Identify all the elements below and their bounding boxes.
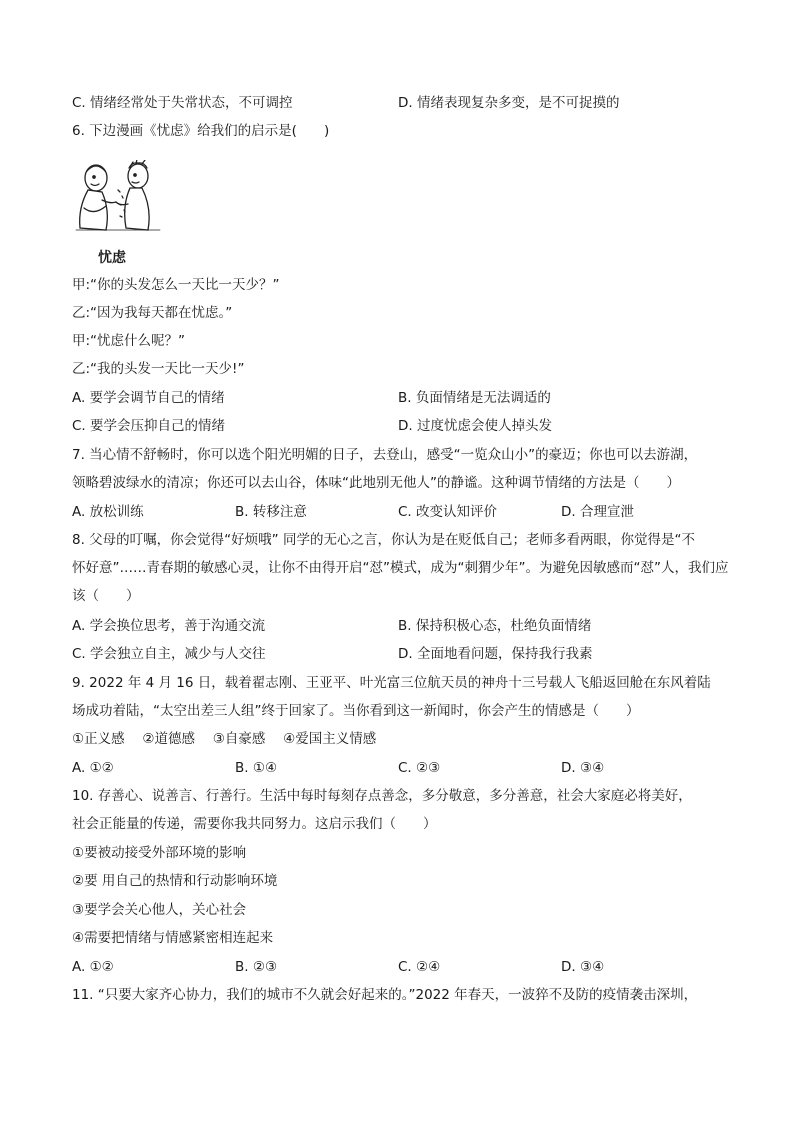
q6-option-b[interactable]: B. 负面情绪是无法调适的 <box>398 390 551 406</box>
question-10-choice-3: ③要学会关心他人，关心社会 <box>72 902 247 918</box>
dialogue-line-4: 乙:“我的头发一天比一天少!” <box>72 361 245 377</box>
question-8-stem-line-3: 该（ ） <box>72 588 140 604</box>
question-10-choice-2: ②要 用自己的热情和行动影响环境 <box>72 873 278 889</box>
question-9-stem-line-2: 场成功着陆，“太空出差三人组”终于回家了。当你看到这一新闻时，你会产生的情感是（ ） <box>72 703 640 719</box>
cartoon-caption: 忧虑 <box>98 250 126 266</box>
q5-option-d[interactable]: D. 情绪表现复杂多变，是不可捉摸的 <box>398 95 620 111</box>
question-6-stem: 6. 下边漫画《忧虑》给我们的启示是( ) <box>72 123 330 139</box>
q10-options-row <box>72 957 732 977</box>
q7-option-c[interactable]: C. 改变认知评价 <box>398 504 498 520</box>
q8-option-d[interactable]: D. 全面地看问题，保持我行我素 <box>398 646 593 662</box>
q9-option-c[interactable]: C. ②③ <box>398 760 441 776</box>
question-8-stem-line-1: 8. 父母的叮嘱，你会觉得“好烦哦” 同学的无心之言，你认为是在贬低自己；老师多看两眼，你觉得是“不 <box>72 532 695 548</box>
worry-cartoon-image <box>72 160 164 236</box>
question-7-stem-line-1: 7. 当心情不舒畅时，你可以选个阳光明媚的日子，去登山，感受“一览众山小”的豪迈；你也可以去游湖， <box>72 447 698 463</box>
q6-options-row-1 <box>72 388 732 408</box>
question-8-stem-line-2: 怀好意”……青春期的敏感心灵，让你不由得开启“怼”模式，成为“刺猬少年”。为避免因敏感而“怼”人，我们应 <box>72 560 729 576</box>
q9-option-d[interactable]: D. ③④ <box>561 760 605 776</box>
q9-options-row <box>72 758 732 778</box>
question-10-stem-line-1: 10. 存善心、说善言、行善行。生活中每时每刻存点善念，多分敬意，多分善意，社会大家庭必将美好， <box>72 788 692 804</box>
q10-option-b[interactable]: B. ②③ <box>235 959 278 975</box>
question-10-choice-1: ①要被动接受外部环境的影响 <box>72 845 247 861</box>
dialogue-line-2: 乙:“因为我每天都在忧虑。” <box>72 305 233 321</box>
q6-option-d[interactable]: D. 过度忧虑会使人掉头发 <box>398 418 552 434</box>
q7-option-b[interactable]: B. 转移注意 <box>235 504 307 520</box>
question-7-stem-line-2: 领略碧波绿水的清凉；你还可以去山谷，体味“此地别无他人”的静谧。这种调节情绪的方法是（ ） <box>72 475 680 491</box>
question-11-stem-line-1: 11. “只要大家齐心协力，我们的城市不久就会好起来的。”2022 年春天，一波猝不及防的疫情袭击深圳， <box>72 987 698 1003</box>
q8-option-b[interactable]: B. 保持积极心态，杜绝负面情绪 <box>398 618 592 634</box>
q10-option-a[interactable]: A. ①② <box>72 959 114 975</box>
question-9-choices: ①正义感 ②道德感 ③自豪感 ④爱国主义情感 <box>72 731 377 747</box>
q6-option-c[interactable]: C. 要学会压抑自己的情绪 <box>72 418 226 434</box>
q9-option-a[interactable]: A. ①② <box>72 760 114 776</box>
q8-options-row-2 <box>72 644 732 664</box>
q7-options-row <box>72 502 732 522</box>
q10-option-c[interactable]: C. ②④ <box>398 959 441 975</box>
q8-option-a[interactable]: A. 学会换位思考，善于沟通交流 <box>72 618 266 634</box>
q6-options-row-2 <box>72 416 732 436</box>
q5-options-row-2 <box>72 93 732 113</box>
q8-options-row-1 <box>72 616 732 636</box>
q5-option-c[interactable]: C. 情绪经常处于失常状态，不可调控 <box>72 95 293 111</box>
q10-option-d[interactable]: D. ③④ <box>561 959 605 975</box>
q6-option-a[interactable]: A. 要学会调节自己的情绪 <box>72 390 225 406</box>
q7-option-a[interactable]: A. 放松训练 <box>72 504 144 520</box>
question-10-choice-4: ④需要把情绪与情感紧密相连起来 <box>72 930 274 946</box>
question-10-stem-line-2: 社会正能量的传递，需要你我共同努力。这启示我们（ ） <box>72 816 437 832</box>
q9-option-b[interactable]: B. ①④ <box>235 760 278 776</box>
q7-option-d[interactable]: D. 合理宣泄 <box>561 504 634 520</box>
question-9-stem-line-1: 9. 2022 年 4 月 16 日，载着翟志刚、王亚平、叶光富三位航天员的神舟十三号载人飞船返回舱在东风着陆 <box>72 675 711 691</box>
q8-option-c[interactable]: C. 学会独立自主，减少与人交往 <box>72 646 266 662</box>
dialogue-line-3: 甲:“忧虑什么呢？” <box>72 333 186 349</box>
dialogue-line-1: 甲:“你的头发怎么一天比一天少？” <box>72 277 280 293</box>
